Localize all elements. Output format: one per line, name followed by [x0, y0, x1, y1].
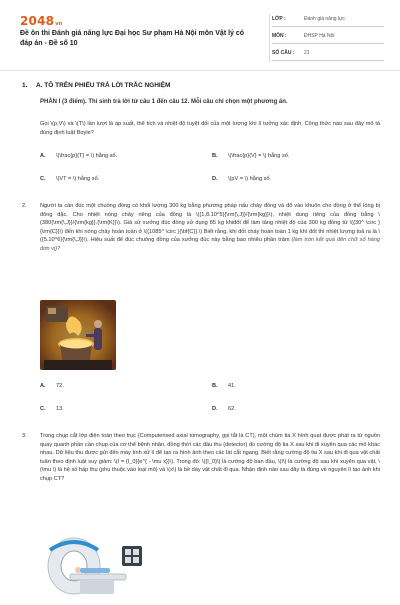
question-note: (làm tròn kết quả đến chữ số hàng đơn vị)? — [40, 237, 381, 252]
option-2a[interactable] — [40, 383, 64, 389]
meta-row-class — [272, 14, 384, 27]
option-1c[interactable] — [40, 176, 99, 182]
option-key: C. — [40, 176, 46, 182]
option-text: 41. — [228, 383, 236, 389]
meta-label: SỐ CÂU : — [272, 50, 295, 56]
meta-value: ĐHSP Hà Nội — [304, 33, 335, 39]
option-2b[interactable] — [212, 383, 236, 389]
question-text: Trong chụp cắt lớp điện toán theo trục (Computerised axial tomography, gọi tắt là CT), một chùm tia X hình quạt được phát ra từ nguồn quay quanh phần cần chụp của cơ thể bệnh nhân, đồng thời các đầu thu (detector) đo cường độ tia X sau khi đi xuyên qua các mô khác nhau. Dữ liệu thu được gửi đến máy tính xử lí để tạo ra hình ảnh theo các lát cắt ngang. Biết rằng cường độ tia X sau khi đi qua vật chất tuân theo định luật suy giảm: \(I = {I_0}{e^{ - \mu x}}\). Trong đó: \({I_0}\) là cường độ ban đầu, \(I\) là cường độ sau khi xuyên qua vật, \(\mu \) là hệ số hấp thụ (phụ thuộc vào loại mô) và \(x\) là bề dày vật chất đi qua. Nhận định nào sau đây là đúng về nguyên lí tạo ảnh khi chụp CT? — [40, 433, 380, 482]
question-3 — [22, 432, 382, 528]
question-text: Gọi \(p,V\) và \(T\) lần lượt là áp suất, thể tích và nhiệt độ tuyệt đối của một lượng khí lí tưởng xác định. Công thức nào sau đây mô tả đúng định luật Boyle? — [40, 121, 380, 136]
brand-suffix: vn — [55, 21, 63, 27]
section-title-text: A. TÔ TRÊN PHIẾU TRẢ LỜI TRẮC NGHIỆM — [36, 82, 171, 89]
meta-row-count — [272, 48, 384, 61]
foundry-image — [40, 300, 116, 370]
brand-name: 2048 — [20, 14, 55, 28]
option-2c[interactable] — [40, 406, 64, 412]
header-divider — [269, 14, 270, 62]
section-number: 1. — [22, 82, 28, 89]
meta-value: 21 — [304, 50, 310, 56]
option-1b[interactable] — [212, 153, 289, 159]
option-1a[interactable] — [40, 153, 117, 159]
option-key: B. — [212, 383, 218, 389]
option-text: 13. — [56, 406, 64, 412]
part-instructions: PHẦN I (3 điểm). Thí sinh trả lời từ câu 1 đến câu 12. Mỗi câu chỉ chọn một phương án. — [40, 99, 288, 105]
question-text — [40, 202, 380, 254]
ct-scanner-illustration-icon — [40, 530, 144, 600]
option-key: D. — [212, 406, 218, 412]
header-separator — [0, 70, 400, 71]
option-2d[interactable] — [212, 406, 236, 412]
question-1 — [22, 120, 382, 180]
question-number: 2. — [22, 203, 27, 209]
question-body: Người ta cần đúc một chuông đồng có khối lượng 300 kg bằng phương pháp nấu chảy đồng và đổ vào khuôn cho đồng ở thể lỏng bị đông đặc. Cho nhiệt nóng chảy riêng của đồng là \({1,8.10^5}{\rm{\,J}}/{\rm{kg}}\), nhiệt dung riêng của đồng bằng \(380{\rm{\,J}}/{\rm{kg}}.{\rm{K}}\). Giả sử xưởng đúc đồng sử dụng 85 kg khiđốt để làm tăng nhiệt độ của 300 kg đồng từ \({30^ \circ }{\rm{C}}\) đến khi nóng chảy hoàn toàn ở \({1085^ \circ }{\bf{C}}.\) Biết rằng, khi đốt cháy hoàn toàn 1 kg khí đốt thì nhiệt lượng toả ra là \({5.10^6}{\rm{\,J}}\). Hiệu suất để đúc chuông đồng của xưởng đúc này bằng bao nhiêu phần trăm — [40, 203, 380, 244]
option-text: \(\frac{p}{T} = \) hằng số. — [56, 153, 118, 159]
brand-logo[interactable] — [20, 14, 62, 28]
ct-image — [40, 530, 144, 600]
option-key: C. — [40, 406, 46, 412]
question-2 — [22, 202, 382, 297]
option-text: 72. — [56, 383, 64, 389]
option-key: A. — [40, 153, 46, 159]
exam-meta — [272, 14, 384, 65]
question-number: 3. — [22, 433, 27, 439]
option-key: A. — [40, 383, 46, 389]
meta-label: MÔN : — [272, 33, 287, 39]
section-heading — [22, 82, 170, 89]
meta-label: LỚP : — [272, 16, 286, 22]
option-text: 62. — [228, 406, 236, 412]
option-text: \(VT = \) hằng số. — [56, 176, 100, 182]
page-header — [20, 14, 382, 62]
option-text: \(\frac{p}{V} = \) hằng số. — [228, 153, 290, 159]
option-text: \(pV = \) hằng số. — [228, 176, 272, 182]
meta-row-subject — [272, 31, 384, 44]
option-key: B. — [212, 153, 218, 159]
meta-value: Đánh giá năng lực — [304, 16, 345, 22]
page-title: Đề ôn thi Đánh giá năng lực Đại học Sư phạm Hà Nội môn Vật lý có đáp án - Đề số 10 — [20, 30, 245, 47]
option-key: D. — [212, 176, 218, 182]
option-1d[interactable] — [212, 176, 271, 182]
bronze-casting-illustration-icon — [40, 300, 116, 370]
